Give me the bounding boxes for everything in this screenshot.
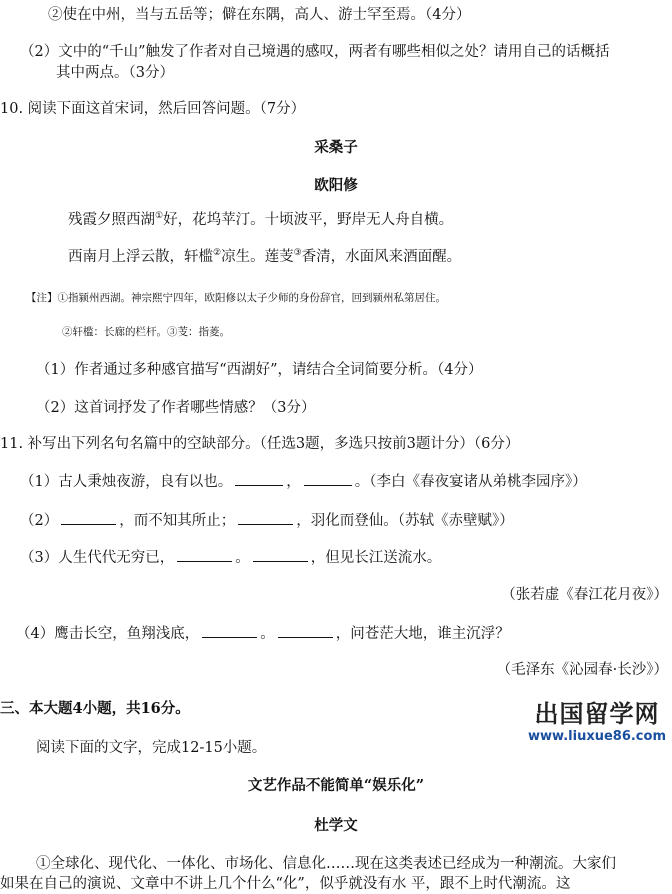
- poem-line-1: 残霞夕照西湖①好，花坞苹汀。十顷波平，野岸无人舟自横。: [68, 211, 454, 228]
- section3-heading: 三、本大题4小题，共16分。: [0, 700, 190, 717]
- article-author: 杜学文: [314, 817, 358, 834]
- q9-sub2-line1: （2）文中的“千山”触发了作者对自己境遇的感叹，两者有哪些相似之处？请用自己的话概括: [20, 44, 610, 60]
- poem-title: 采桑子: [314, 139, 358, 156]
- watermark-logo: [528, 694, 666, 744]
- q9-sub2-line2: 其中两点。（3分）: [56, 65, 174, 81]
- q11-item1: （1）古人秉烛夜游，良有以也。 ， 。（李白《春夜宴诸从弟桃李园序》）: [20, 470, 587, 491]
- q11-item3: （3）人生代代无穷已， 。 ，但见长江送流水。: [20, 546, 441, 567]
- q11-item3-source: （张若虚《春江花月夜》）: [501, 587, 668, 603]
- article-paragraph-1-line1: ①全球化、现代化、一体化、市场化、信息化……现在这类表述已经成为一种潮流。大家们: [36, 856, 616, 872]
- q9-item2: ②使在中州，当与五岳等；僻在东隅，高人、游士罕至焉。（4分）: [48, 7, 471, 23]
- q11-prompt: 11. 补写出下列名句名篇中的空缺部分。（任选3题，多选只按前3题计分）（6分）: [0, 436, 520, 452]
- poem-line-2: 西南月上浮云散，轩槛②凉生。莲芰③香清，水面风来酒面醒。: [68, 248, 462, 265]
- article-title: 文艺作品不能简单“娱乐化”: [247, 777, 425, 794]
- q11-item2: （2） ，而不知其所止； ，羽化而登仙。（苏轼《赤壁赋》）: [20, 509, 514, 530]
- poem-note-1: 【注】①指颍州西湖。神宗熙宁四年，欧阳修以太子少师的身份辞官，回到颍州私第居住。: [26, 292, 446, 304]
- poem-note-2: ②轩槛：长廊的栏杆。③芰：指菱。: [62, 326, 230, 338]
- watermark-url: www.liuxue86.com: [528, 729, 666, 744]
- q10-sub2: （2）这首词抒发了作者哪些情感？（3分）: [36, 400, 316, 416]
- q11-item4-source: （毛泽东《沁园春·长沙》）: [496, 662, 668, 678]
- q10-prompt: 10. 阅读下面这首宋词，然后回答问题。（7分）: [0, 101, 306, 117]
- watermark-title: 出国留学网: [534, 700, 660, 728]
- q10-sub1: （1）作者通过多种感官描写“西湖好”，请结合全词简要分析。（4分）: [36, 362, 483, 378]
- q11-item4: （4）鹰击长空，鱼翔浅底， 。 ，问苍茫大地，谁主沉浮？: [16, 622, 510, 643]
- poem-author: 欧阳修: [314, 177, 358, 194]
- article-paragraph-1-line2: 如果在自己的演说、文章中不讲上几个什么“化”，似乎就没有水 平，跟不上时代潮流。这: [0, 876, 571, 892]
- section3-instructions: 阅读下面的文字，完成12-15小题。: [36, 740, 267, 756]
